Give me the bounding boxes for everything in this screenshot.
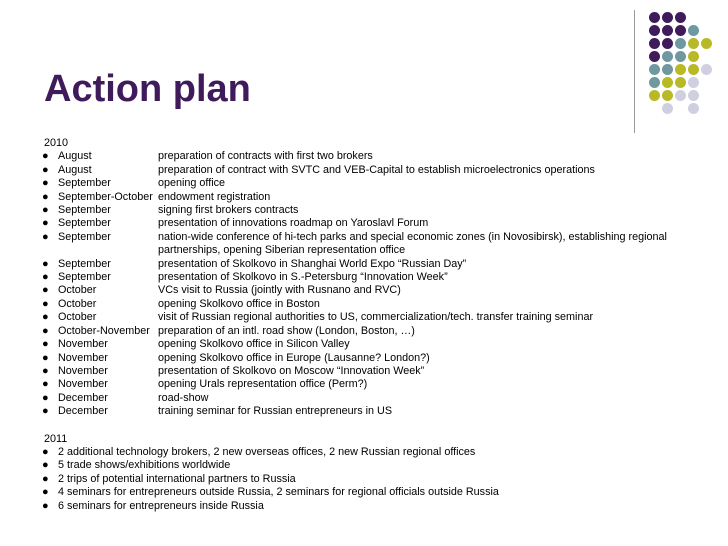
item-task: opening office <box>158 177 226 190</box>
list-item <box>44 378 694 391</box>
list-item <box>44 486 694 499</box>
item-month: September <box>58 204 111 217</box>
action-list-2011 <box>44 446 694 513</box>
list-item <box>44 284 694 297</box>
decorative-dot <box>675 77 686 88</box>
bullet-icon: ● <box>42 445 49 458</box>
bullet-icon: ● <box>42 499 49 512</box>
item-text: 6 seminars for entrepreneurs inside Russia <box>58 499 264 512</box>
item-task: preparation of contracts with first two brokers <box>158 150 373 163</box>
decorative-dot <box>688 38 699 49</box>
bullet-icon: ● <box>42 297 49 310</box>
list-item <box>44 191 694 204</box>
list-item <box>44 231 694 258</box>
decorative-dot <box>688 25 699 36</box>
bullet-icon: ● <box>42 472 49 485</box>
list-item <box>44 500 694 513</box>
decorative-dot <box>649 25 660 36</box>
list-item <box>44 338 694 351</box>
decorative-dot <box>675 51 686 62</box>
item-month: November <box>58 364 108 377</box>
decorative-dot <box>649 77 660 88</box>
decorative-dot <box>662 90 673 101</box>
item-month: October <box>58 284 97 297</box>
item-text: 2 additional technology brokers, 2 new overseas offices, 2 new Russian regional offices <box>58 445 476 458</box>
item-task: preparation of contract with SVTC and VEB-Capital to establish microelectronics operations <box>158 163 595 176</box>
bullet-icon: ● <box>42 351 49 364</box>
bullet-icon: ● <box>42 486 49 499</box>
bullet-icon: ● <box>42 257 49 270</box>
bullet-icon: ● <box>42 217 49 230</box>
decorative-dot <box>649 12 660 23</box>
bullet-icon: ● <box>42 378 49 391</box>
decorative-dot <box>649 64 660 75</box>
decorative-dot <box>688 103 699 114</box>
slide-title: Action plan <box>44 68 251 110</box>
item-month: October-November <box>58 324 150 337</box>
item-task: opening Skolkovo office in Silicon Valley <box>158 338 350 351</box>
bullet-icon: ● <box>42 338 49 351</box>
bullet-icon: ● <box>42 391 49 404</box>
item-task: opening Skolkovo office in Europe (Lausanne? London?) <box>158 351 430 364</box>
year-heading-2010: 2010 <box>44 137 69 149</box>
list-item <box>44 365 694 378</box>
bullet-icon: ● <box>42 204 49 217</box>
list-item <box>44 217 694 230</box>
bullet-icon: ● <box>42 459 49 472</box>
item-month: November <box>58 378 108 391</box>
list-item <box>44 204 694 217</box>
list-item <box>44 311 694 324</box>
section-spacer <box>44 419 694 433</box>
list-item <box>44 298 694 311</box>
list-item <box>44 258 694 271</box>
item-month: December <box>58 391 108 404</box>
item-month: August <box>58 150 92 163</box>
list-item <box>44 271 694 284</box>
bullet-icon: ● <box>42 405 49 418</box>
bullet-icon: ● <box>42 311 49 324</box>
bullet-icon: ● <box>42 190 49 203</box>
decorative-dot <box>662 12 673 23</box>
item-month: December <box>58 405 108 418</box>
item-month: September <box>58 177 111 190</box>
decorative-dot <box>675 38 686 49</box>
decorative-dot <box>688 51 699 62</box>
item-month: September-October <box>58 190 153 203</box>
slide-content <box>44 137 694 513</box>
list-item <box>44 352 694 365</box>
item-task: preparation of an intl. road show (London, Boston, …) <box>158 324 415 337</box>
list-item <box>44 459 694 472</box>
decorative-vertical-line <box>634 10 635 133</box>
list-item <box>44 473 694 486</box>
item-text: 4 seminars for entrepreneurs outside Russia, 2 seminars for regional officials outside Russia <box>58 486 499 499</box>
item-task: visit of Russian regional authorities to US, commercialization/tech. transfer training seminar <box>158 311 594 324</box>
bullet-icon: ● <box>42 271 49 284</box>
item-task: training seminar for Russian entrepreneurs in US <box>158 405 393 418</box>
decorative-dot <box>675 64 686 75</box>
decorative-dot <box>675 25 686 36</box>
item-task: presentation of Skolkovo on Moscow “Innovation Week” <box>158 364 425 377</box>
action-list-2010 <box>44 150 694 418</box>
decorative-dot <box>649 90 660 101</box>
list-item <box>44 177 694 190</box>
decorative-dot <box>649 38 660 49</box>
decorative-dot <box>701 64 712 75</box>
item-task: presentation of Skolkovo in S.-Petersburg “Innovation Week” <box>158 271 448 284</box>
decorative-dot <box>688 64 699 75</box>
item-task: road-show <box>158 391 209 404</box>
item-month: September <box>58 257 111 270</box>
item-task: opening Skolkovo office in Boston <box>158 297 320 310</box>
item-task: VCs visit to Russia (jointly with Rusnano and RVC) <box>158 284 401 297</box>
item-task: opening Urals representation office (Perm?) <box>158 378 368 391</box>
decorative-dot <box>675 90 686 101</box>
item-month: November <box>58 351 108 364</box>
list-item <box>44 325 694 338</box>
decorative-dot <box>688 90 699 101</box>
bullet-icon: ● <box>42 150 49 163</box>
item-task: signing first brokers contracts <box>158 204 299 217</box>
decorative-dot <box>662 64 673 75</box>
bullet-icon: ● <box>42 364 49 377</box>
decorative-dot <box>688 77 699 88</box>
list-item <box>44 150 694 163</box>
item-month: September <box>58 217 111 230</box>
bullet-icon: ● <box>42 324 49 337</box>
decorative-dot <box>662 77 673 88</box>
decorative-dot <box>662 38 673 49</box>
list-item <box>44 405 694 418</box>
list-item <box>44 164 694 177</box>
item-task: nation-wide conference of hi-tech parks and special economic zones (in Novosibirsk), establishing regional partnerships, opening Siberian representation office <box>158 230 667 257</box>
bullet-icon: ● <box>42 284 49 297</box>
item-month: October <box>58 297 97 310</box>
item-month: August <box>58 163 92 176</box>
list-item <box>44 446 694 459</box>
item-month: October <box>58 311 97 324</box>
item-month: November <box>58 338 108 351</box>
item-text: 2 trips of potential international partners to Russia <box>58 472 296 485</box>
decorative-dot <box>662 103 673 114</box>
decorative-dot <box>662 51 673 62</box>
year-heading-2011: 2011 <box>44 432 68 445</box>
decorative-dot <box>701 38 712 49</box>
item-text: 5 trade shows/exhibitions worldwide <box>58 459 231 472</box>
bullet-icon: ● <box>42 230 49 243</box>
item-task: presentation of Skolkovo in Shanghai World Expo “Russian Day” <box>158 257 467 270</box>
bullet-icon: ● <box>42 163 49 176</box>
bullet-icon: ● <box>42 177 49 190</box>
item-month: September <box>58 271 111 284</box>
item-task: presentation of innovations roadmap on Yaroslavl Forum <box>158 217 429 230</box>
decorative-dot <box>675 12 686 23</box>
item-task: endowment registration <box>158 190 271 203</box>
item-month: September <box>58 230 111 243</box>
list-item <box>44 392 694 405</box>
decorative-dot <box>649 51 660 62</box>
decorative-dot <box>662 25 673 36</box>
